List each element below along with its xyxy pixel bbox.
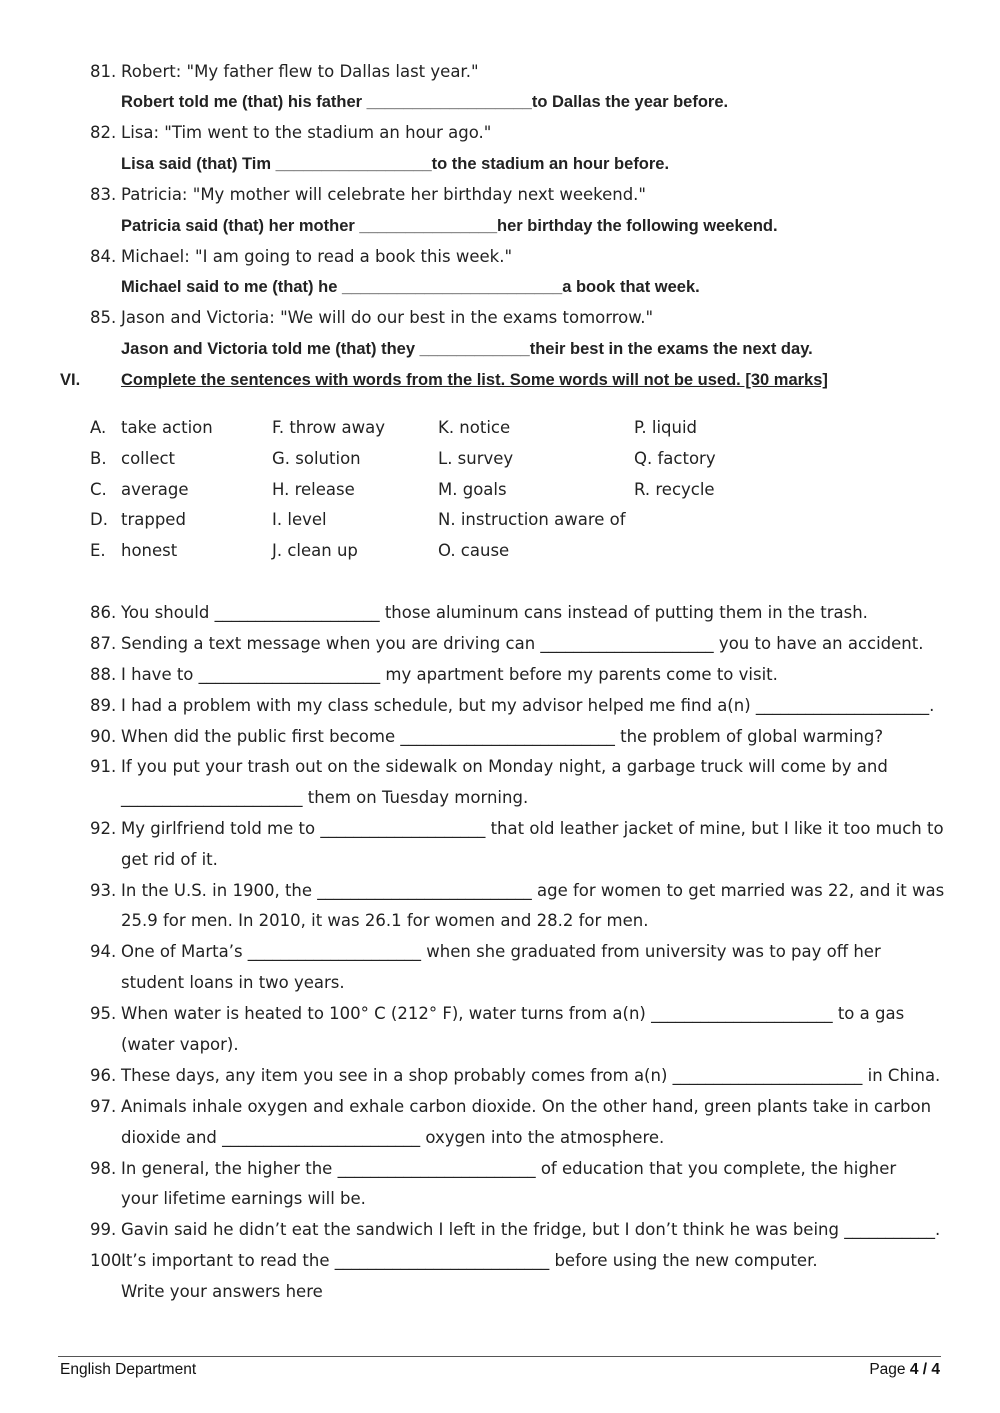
question-number: 93. <box>90 881 117 900</box>
option-word: R. recycle <box>634 480 715 499</box>
question-number: 100. <box>90 1251 127 1270</box>
reported-answer: Jason and Victoria told me (that) they ____________their best in the exams the next day. <box>121 340 813 358</box>
question-text: One of Marta’s _____________________ when she graduated from university was to pay off her <box>121 942 881 961</box>
question-text: If you put your trash out on the sidewalk on Monday night, a garbage truck will come by and <box>121 757 888 776</box>
option-word: H. release <box>272 480 355 499</box>
question-text-continued: your lifetime earnings will be. <box>121 1189 366 1208</box>
answers-prompt: Write your answers here <box>121 1282 323 1301</box>
question-number: 87. <box>90 634 117 653</box>
reported-answer: Patricia said (that) her mother _______________her birthday the following weekend. <box>121 217 778 235</box>
option-word: J. clean up <box>272 541 358 560</box>
reported-answer: Lisa said (that) Tim _________________to the stadium an hour before. <box>121 155 670 173</box>
quote-prompt: Michael: "I am going to read a book this week." <box>121 247 513 266</box>
quote-prompt: Lisa: "Tim went to the stadium an hour ago." <box>121 123 492 142</box>
option-word: honest <box>121 541 178 560</box>
question-number: 96. <box>90 1066 117 1085</box>
question-text: In general, the higher the ________________________ of education that you complete, the higher <box>121 1159 897 1178</box>
question-number: 86. <box>90 603 117 622</box>
footer-department: English Department <box>60 1361 197 1378</box>
question-text-continued: student loans in two years. <box>121 973 345 992</box>
option-word: Q. factory <box>634 449 716 468</box>
page-number: 4 / 4 <box>909 1361 940 1378</box>
question-text: When water is heated to 100° C (212° F), water turns from a(n) ______________________ to a gas <box>121 1004 905 1023</box>
question-text: My girlfriend told me to ____________________ that old leather jacket of mine, but I like it too much to <box>121 819 944 838</box>
item-number: 83. <box>90 185 117 204</box>
option-word: trapped <box>121 510 186 529</box>
option-letter: D. <box>90 510 108 529</box>
option-word: O. cause <box>438 541 510 560</box>
question-number: 89. <box>90 696 117 715</box>
option-word: K. notice <box>438 418 511 437</box>
quote-prompt: Jason and Victoria: "We will do our best in the exams tomorrow." <box>121 308 654 327</box>
footer-page <box>869 1361 940 1379</box>
question-text: You should ____________________ those aluminum cans instead of putting them in the trash. <box>121 603 868 622</box>
question-number: 91. <box>90 757 117 776</box>
option-word: L. survey <box>438 449 514 468</box>
question-text-continued: dioxide and ________________________ oxygen into the atmosphere. <box>121 1128 665 1147</box>
question-text-continued: get rid of it. <box>121 850 218 869</box>
item-number: 85. <box>90 308 117 327</box>
question-number: 90. <box>90 727 117 746</box>
item-number: 84. <box>90 247 117 266</box>
question-number: 88. <box>90 665 117 684</box>
question-text: I had a problem with my class schedule, but my advisor helped me find a(n) _____________________. <box>121 696 935 715</box>
question-text: Animals inhale oxygen and exhale carbon dioxide. On the other hand, green plants take in carbon <box>121 1097 932 1116</box>
option-letter: B. <box>90 449 107 468</box>
question-number: 94. <box>90 942 117 961</box>
option-letter: C. <box>90 480 107 499</box>
question-text: These days, any item you see in a shop probably comes from a(n) _______________________ in China. <box>121 1066 941 1085</box>
question-number: 98. <box>90 1159 117 1178</box>
question-text: It’s important to read the __________________________ before using the new computer. <box>121 1251 818 1270</box>
question-number: 95. <box>90 1004 117 1023</box>
question-number: 99. <box>90 1220 117 1239</box>
footer-divider <box>58 1356 941 1357</box>
option-word: F. throw away <box>272 418 385 437</box>
question-text: Sending a text message when you are driving can _____________________ you to have an accident. <box>121 634 924 653</box>
question-text: Gavin said he didn’t eat the sandwich I left in the fridge, but I don’t think he was being ___________. <box>121 1220 941 1239</box>
question-number: 92. <box>90 819 117 838</box>
question-text-continued: ______________________ them on Tuesday morning. <box>121 788 529 807</box>
section-title: Complete the sentences with words from the list. Some words will not be used. [30 marks] <box>121 371 828 389</box>
page-label: Page <box>869 1361 910 1378</box>
reported-answer: Michael said to me (that) he ________________________a book that week. <box>121 278 700 296</box>
question-text: I have to ______________________ my apartment before my parents come to visit. <box>121 665 778 684</box>
option-letter: A. <box>90 418 107 437</box>
option-word: M. goals <box>438 480 507 499</box>
option-word: take action <box>121 418 213 437</box>
question-text-continued: 25.9 for men. In 2010, it was 26.1 for women and 28.2 for men. <box>121 911 649 930</box>
item-number: 82. <box>90 123 117 142</box>
reported-answer: Robert told me (that) his father __________________to Dallas the year before. <box>121 93 729 111</box>
option-word: P. liquid <box>634 418 698 437</box>
question-text: In the U.S. in 1900, the __________________________ age for women to get married was 22, and it was <box>121 881 945 900</box>
option-word: collect <box>121 449 176 468</box>
option-word: N. instruction aware of <box>438 510 626 529</box>
question-number: 97. <box>90 1097 117 1116</box>
question-text: When did the public first become __________________________ the problem of global warming? <box>121 727 884 746</box>
question-text-continued: (water vapor). <box>121 1035 239 1054</box>
quote-prompt: Patricia: "My mother will celebrate her birthday next weekend." <box>121 185 647 204</box>
option-word: average <box>121 480 189 499</box>
section-number: VI. <box>60 371 81 389</box>
quote-prompt: Robert: "My father flew to Dallas last year." <box>121 62 479 81</box>
option-letter: E. <box>90 541 106 560</box>
option-word: I. level <box>272 510 327 529</box>
option-word: G. solution <box>272 449 361 468</box>
item-number: 81. <box>90 62 117 81</box>
